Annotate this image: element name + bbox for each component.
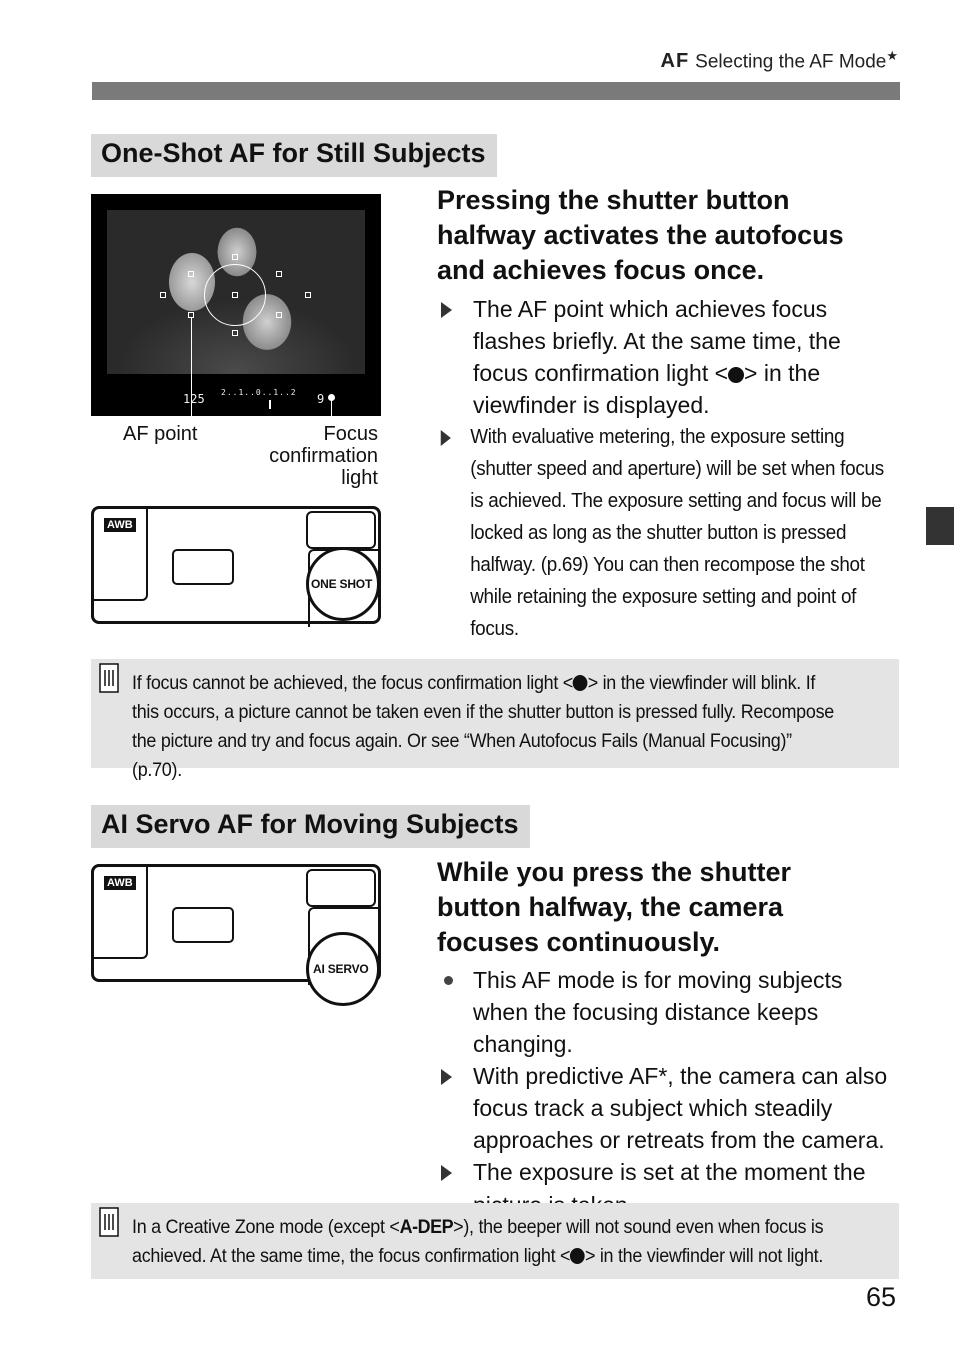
note-icon [99,663,119,693]
triangle-bullet-icon [441,1165,452,1181]
awb-icon: AWB [104,876,136,890]
af-point-dot [232,292,238,298]
header-bar [92,82,900,100]
note-box-one-shot [91,659,899,781]
section-title-ai-servo: AI Servo AF for Moving Subjects [91,805,530,848]
a-dep-mode-icon: A-DEP [399,1216,454,1238]
af-point-dot [232,254,238,260]
note-box-ai-servo [91,1203,899,1279]
note-text: If focus cannot be achieved, the focus confirmation light < > in the viewfinder will blink. If this occurs, a picture cannot be taken even if the shutter button is pressed fully. Recompose the picture and try and focus again. Or see “When Autofocus Fails (Manual Focusing)” (p.70). [132,672,834,781]
caption-focus-confirmation: Focus confirmation light [269,423,378,489]
af-point-dot [232,330,238,336]
list-item: The exposure is set at the moment the [438,1156,900,1222]
star-icon: ★ [886,48,898,63]
focus-confirmation-icon [728,367,744,383]
lcd-panel-ai-servo [91,864,381,982]
bullets-ai-servo [438,964,900,1222]
lcd-top-box [306,869,376,907]
af-point-dot [276,312,282,318]
lead-text-one-shot: Pressing the shutter button halfway activates the autofocus and achieves focus once. [437,185,844,285]
viewfinder-photo [91,194,381,416]
caption-af-point: AF point [123,423,198,445]
viewfinder-info-strip [91,380,381,416]
focus-confirmation-icon [328,394,335,401]
chapter-tab [926,507,954,545]
list-item: With predictive AF*, the camera can also focus track a subject which steadily approaches or retreats from the camera. [438,1060,900,1156]
af-mode-one-shot: ONE SHOT [311,577,373,591]
lead-text-ai-servo: While you press the shutter button halfway, the camera focuses continuously. [437,857,792,957]
header-title: Selecting the AF Mode [695,51,887,73]
lcd-field [172,549,234,585]
list-item: This AF mode is for moving subjects when the focusing distance keeps changing. [438,964,900,1060]
af-point-dot [188,271,194,277]
lcd-divider [94,509,148,601]
section-title-one-shot: One-Shot AF for Still Subjects [91,134,497,177]
vf-shutter-speed: 125 [183,392,205,406]
vf-exposure-scale: 2..1..0..1..2 [221,388,297,397]
lcd-top-box [306,511,376,549]
focus-confirmation-icon [570,1248,585,1264]
triangle-bullet-icon [441,1069,452,1085]
note-icon [99,1207,119,1237]
lcd-panel-one-shot [91,506,381,624]
bullets-one-shot [438,293,900,645]
focus-confirmation-icon [573,675,588,691]
af-point-dot [276,271,282,277]
af-point-dot [160,292,166,298]
running-header [661,48,899,73]
awb-icon: AWB [104,518,136,532]
list-item: With evaluative metering, the exposure setting (shutter speed and aperture) will be set when focus is achieved. The exposure setting and focus will be locked as long as the shutter button is pressed halfway. (p.69) You can then recompose the shot while retaining the exposure setting and point of focus. [438,421,897,645]
vf-exposure-tick [269,400,271,409]
round-bullet-icon [444,976,453,985]
af-point-dot [305,292,311,298]
list-item: The AF point which achieves focus flashes briefly. At the same time, the focus confirmation light < > in the viewfinder is displayed. [438,293,900,421]
page-number: 65 [866,1282,897,1312]
vf-shots-remaining: 9 [317,392,325,406]
lcd-divider [94,867,148,959]
lcd-field [172,907,234,943]
af-mode-ai-servo: AI SERVO [313,962,369,976]
triangle-bullet-icon [441,430,451,446]
triangle-bullet-icon [441,302,452,318]
note-text: In a Creative Zone mode (except <A-DEP>), the beeper will not sound even when focus is achieved. At the same time, the focus confirmation light < > in the viewfinder will not light. [132,1216,824,1267]
af-label: AF [660,50,690,73]
